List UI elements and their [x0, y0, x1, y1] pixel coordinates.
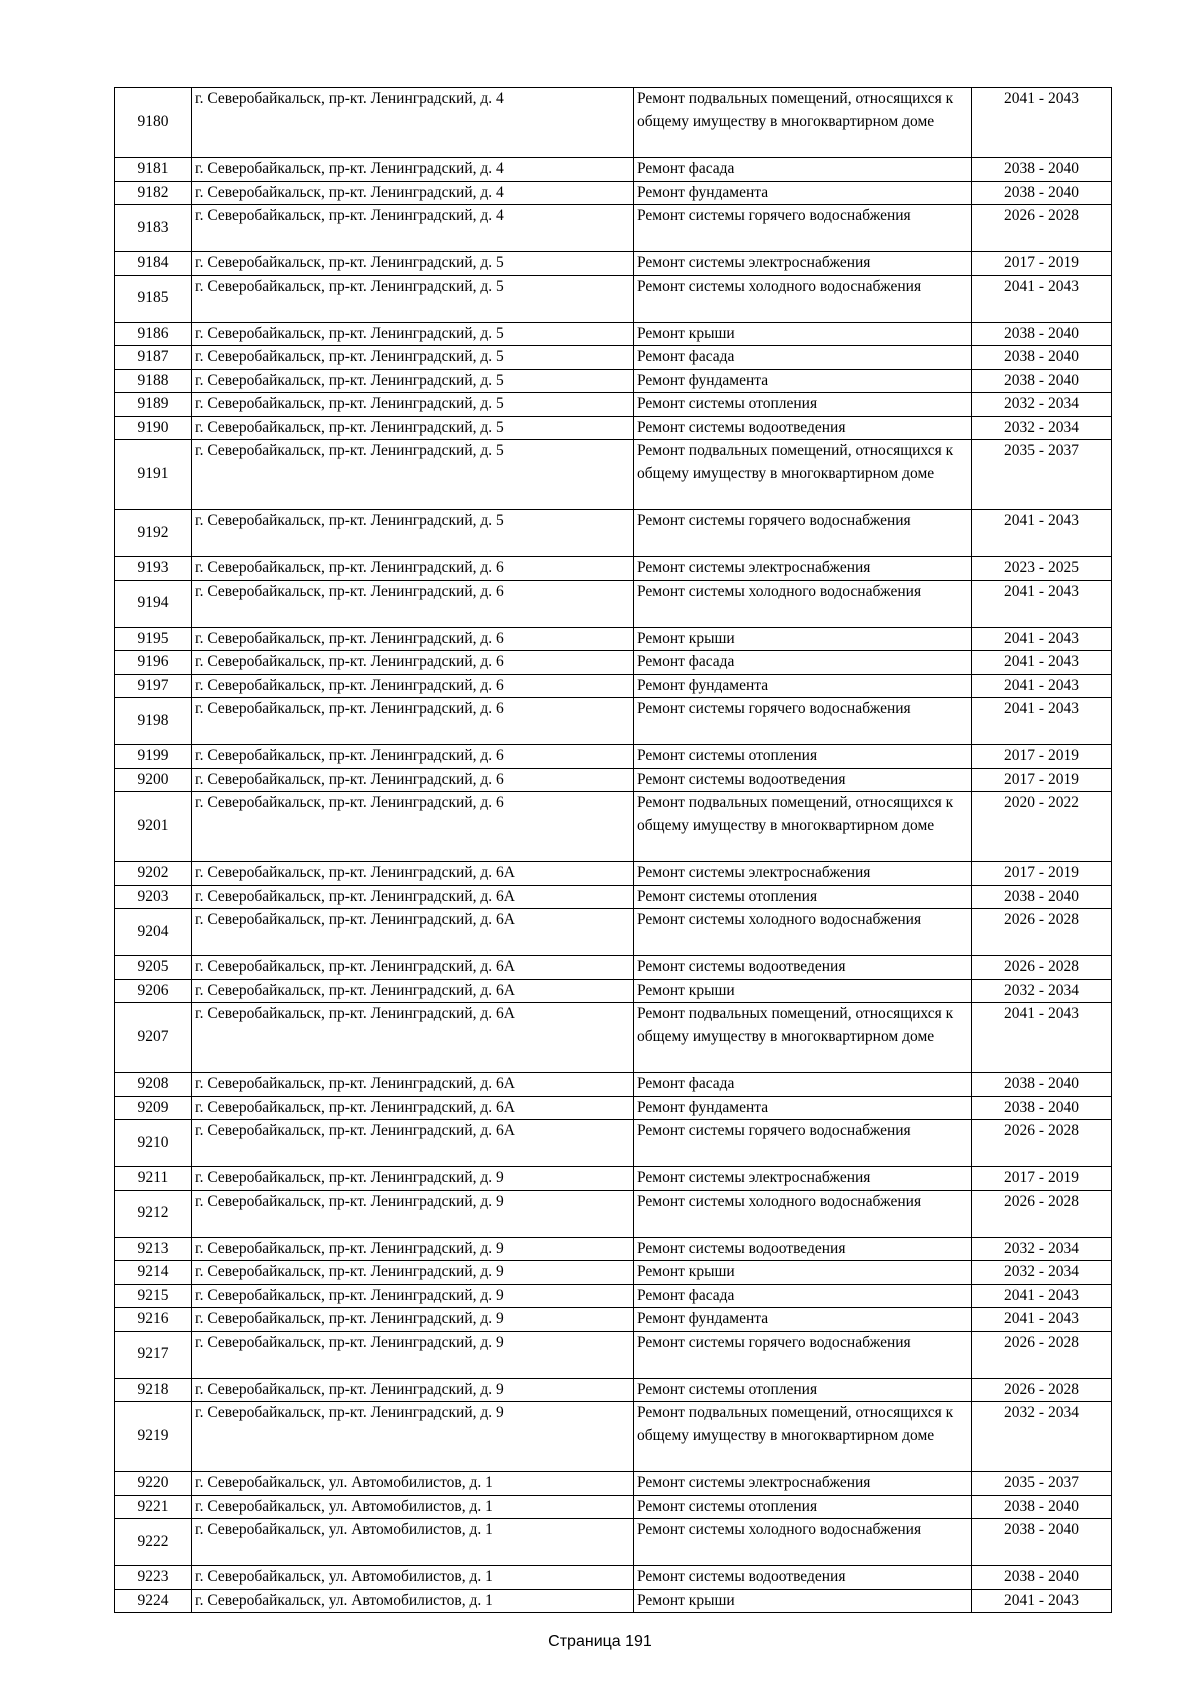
address-cell: г. Северобайкальск, пр-кт. Ленинградский, д. 9	[192, 1190, 634, 1237]
period-cell: 2041 - 2043	[972, 1589, 1112, 1613]
period-cell: 2038 - 2040	[972, 1073, 1112, 1097]
period-cell: 2026 - 2028	[972, 205, 1112, 252]
period-cell: 2038 - 2040	[972, 885, 1112, 909]
period-cell: 2017 - 2019	[972, 768, 1112, 792]
work-type-cell: Ремонт подвальных помещений, относящихся к общему имуществу в многоквартирном доме	[634, 88, 972, 158]
address-cell: г. Северобайкальск, пр-кт. Ленинградский, д. 5	[192, 275, 634, 322]
period-cell: 2041 - 2043	[972, 1284, 1112, 1308]
table-row	[115, 627, 1112, 651]
table-row	[115, 1261, 1112, 1285]
row-number-cell: 9217	[115, 1331, 192, 1378]
address-cell: г. Северобайкальск, пр-кт. Ленинградский, д. 9	[192, 1331, 634, 1378]
row-number-cell: 9199	[115, 745, 192, 769]
address-cell: г. Северобайкальск, ул. Автомобилистов, д. 1	[192, 1519, 634, 1566]
address-cell: г. Северобайкальск, пр-кт. Ленинградский, д. 6А	[192, 885, 634, 909]
address-cell: г. Северобайкальск, пр-кт. Ленинградский, д. 6А	[192, 1120, 634, 1167]
address-cell: г. Северобайкальск, пр-кт. Ленинградский, д. 6А	[192, 862, 634, 886]
row-number-cell: 9188	[115, 369, 192, 393]
work-type-cell: Ремонт системы отопления	[634, 393, 972, 417]
work-type-cell: Ремонт системы электроснабжения	[634, 1167, 972, 1191]
table-row	[115, 1308, 1112, 1332]
address-cell: г. Северобайкальск, пр-кт. Ленинградский, д. 5	[192, 510, 634, 557]
table-row	[115, 158, 1112, 182]
row-number-cell: 9181	[115, 158, 192, 182]
address-cell: г. Северобайкальск, пр-кт. Ленинградский, д. 5	[192, 369, 634, 393]
work-type-cell: Ремонт системы водоотведения	[634, 956, 972, 980]
table-row	[115, 1096, 1112, 1120]
address-cell: г. Северобайкальск, пр-кт. Ленинградский, д. 5	[192, 393, 634, 417]
table-row	[115, 369, 1112, 393]
row-number-cell: 9193	[115, 557, 192, 581]
row-number-cell: 9194	[115, 580, 192, 627]
period-cell: 2041 - 2043	[972, 275, 1112, 322]
table-row	[115, 440, 1112, 510]
period-cell: 2026 - 2028	[972, 1120, 1112, 1167]
row-number-cell: 9192	[115, 510, 192, 557]
address-cell: г. Северобайкальск, пр-кт. Ленинградский, д. 6А	[192, 1003, 634, 1073]
address-cell: г. Северобайкальск, пр-кт. Ленинградский, д. 4	[192, 158, 634, 182]
table-row	[115, 1167, 1112, 1191]
work-type-cell: Ремонт системы водоотведения	[634, 768, 972, 792]
table-row	[115, 674, 1112, 698]
work-type-cell: Ремонт фундамента	[634, 181, 972, 205]
table-row	[115, 252, 1112, 276]
table-row	[115, 1190, 1112, 1237]
address-cell: г. Северобайкальск, ул. Автомобилистов, д. 1	[192, 1472, 634, 1496]
table-row	[115, 862, 1112, 886]
table-row	[115, 1003, 1112, 1073]
period-cell: 2038 - 2040	[972, 1096, 1112, 1120]
page-number: Страница 191	[548, 1633, 652, 1650]
row-number-cell: 9222	[115, 1519, 192, 1566]
work-type-cell: Ремонт системы водоотведения	[634, 416, 972, 440]
row-number-cell: 9209	[115, 1096, 192, 1120]
address-cell: г. Северобайкальск, пр-кт. Ленинградский, д. 6А	[192, 1073, 634, 1097]
address-cell: г. Северобайкальск, пр-кт. Ленинградский, д. 6	[192, 674, 634, 698]
period-cell: 2041 - 2043	[972, 698, 1112, 745]
period-cell: 2035 - 2037	[972, 1472, 1112, 1496]
row-number-cell: 9219	[115, 1402, 192, 1472]
address-cell: г. Северобайкальск, пр-кт. Ленинградский, д. 6	[192, 768, 634, 792]
row-number-cell: 9184	[115, 252, 192, 276]
table-row	[115, 1120, 1112, 1167]
period-cell: 2041 - 2043	[972, 1003, 1112, 1073]
work-type-cell: Ремонт системы водоотведения	[634, 1566, 972, 1590]
period-cell: 2041 - 2043	[972, 88, 1112, 158]
table-row	[115, 1402, 1112, 1472]
period-cell: 2026 - 2028	[972, 1378, 1112, 1402]
work-type-cell: Ремонт фасада	[634, 1284, 972, 1308]
address-cell: г. Северобайкальск, пр-кт. Ленинградский, д. 6	[192, 580, 634, 627]
address-cell: г. Северобайкальск, ул. Автомобилистов, д. 1	[192, 1589, 634, 1613]
period-cell: 2032 - 2034	[972, 1402, 1112, 1472]
works-table	[114, 87, 1112, 1613]
work-type-cell: Ремонт фундамента	[634, 1308, 972, 1332]
address-cell: г. Северобайкальск, пр-кт. Ленинградский, д. 6	[192, 557, 634, 581]
address-cell: г. Северобайкальск, пр-кт. Ленинградский, д. 4	[192, 88, 634, 158]
address-cell: г. Северобайкальск, пр-кт. Ленинградский, д. 6	[192, 651, 634, 675]
address-cell: г. Северобайкальск, пр-кт. Ленинградский, д. 6	[192, 792, 634, 862]
table-row	[115, 979, 1112, 1003]
work-type-cell: Ремонт системы отопления	[634, 885, 972, 909]
period-cell: 2038 - 2040	[972, 322, 1112, 346]
period-cell: 2032 - 2034	[972, 1237, 1112, 1261]
work-type-cell: Ремонт фасада	[634, 346, 972, 370]
table-row	[115, 651, 1112, 675]
work-type-cell: Ремонт системы горячего водоснабжения	[634, 1331, 972, 1378]
period-cell: 2026 - 2028	[972, 1190, 1112, 1237]
period-cell: 2041 - 2043	[972, 674, 1112, 698]
period-cell: 2023 - 2025	[972, 557, 1112, 581]
period-cell: 2038 - 2040	[972, 369, 1112, 393]
period-cell: 2041 - 2043	[972, 510, 1112, 557]
table-row	[115, 956, 1112, 980]
table-row	[115, 768, 1112, 792]
work-type-cell: Ремонт фасада	[634, 158, 972, 182]
address-cell: г. Северобайкальск, пр-кт. Ленинградский, д. 9	[192, 1284, 634, 1308]
work-type-cell: Ремонт системы холодного водоснабжения	[634, 1519, 972, 1566]
table-row	[115, 1378, 1112, 1402]
address-cell: г. Северобайкальск, ул. Автомобилистов, д. 1	[192, 1495, 634, 1519]
period-cell: 2032 - 2034	[972, 1261, 1112, 1285]
period-cell: 2041 - 2043	[972, 580, 1112, 627]
period-cell: 2038 - 2040	[972, 1519, 1112, 1566]
row-number-cell: 9224	[115, 1589, 192, 1613]
work-type-cell: Ремонт системы электроснабжения	[634, 1472, 972, 1496]
work-type-cell: Ремонт системы отопления	[634, 745, 972, 769]
table-row	[115, 909, 1112, 956]
work-type-cell: Ремонт фундамента	[634, 369, 972, 393]
work-type-cell: Ремонт системы горячего водоснабжения	[634, 510, 972, 557]
period-cell: 2026 - 2028	[972, 909, 1112, 956]
work-type-cell: Ремонт фасада	[634, 1073, 972, 1097]
period-cell: 2038 - 2040	[972, 1495, 1112, 1519]
row-number-cell: 9198	[115, 698, 192, 745]
period-cell: 2038 - 2040	[972, 1566, 1112, 1590]
row-number-cell: 9203	[115, 885, 192, 909]
address-cell: г. Северобайкальск, ул. Автомобилистов, д. 1	[192, 1566, 634, 1590]
period-cell: 2041 - 2043	[972, 627, 1112, 651]
work-type-cell: Ремонт фасада	[634, 651, 972, 675]
work-type-cell: Ремонт подвальных помещений, относящихся к общему имуществу в многоквартирном доме	[634, 440, 972, 510]
row-number-cell: 9195	[115, 627, 192, 651]
address-cell: г. Северобайкальск, пр-кт. Ленинградский, д. 9	[192, 1237, 634, 1261]
work-type-cell: Ремонт системы водоотведения	[634, 1237, 972, 1261]
work-type-cell: Ремонт подвальных помещений, относящихся к общему имуществу в многоквартирном доме	[634, 1003, 972, 1073]
address-cell: г. Северобайкальск, пр-кт. Ленинградский, д. 9	[192, 1378, 634, 1402]
row-number-cell: 9223	[115, 1566, 192, 1590]
address-cell: г. Северобайкальск, пр-кт. Ленинградский, д. 9	[192, 1308, 634, 1332]
row-number-cell: 9190	[115, 416, 192, 440]
row-number-cell: 9220	[115, 1472, 192, 1496]
table-row	[115, 1589, 1112, 1613]
work-type-cell: Ремонт крыши	[634, 1589, 972, 1613]
table-row	[115, 88, 1112, 158]
work-type-cell: Ремонт системы горячего водоснабжения	[634, 698, 972, 745]
address-cell: г. Северобайкальск, пр-кт. Ленинградский, д. 6	[192, 745, 634, 769]
table-row	[115, 510, 1112, 557]
row-number-cell: 9205	[115, 956, 192, 980]
work-type-cell: Ремонт системы горячего водоснабжения	[634, 1120, 972, 1167]
period-cell: 2038 - 2040	[972, 346, 1112, 370]
work-type-cell: Ремонт подвальных помещений, относящихся к общему имуществу в многоквартирном доме	[634, 792, 972, 862]
table-row	[115, 698, 1112, 745]
period-cell: 2017 - 2019	[972, 862, 1112, 886]
work-type-cell: Ремонт системы отопления	[634, 1495, 972, 1519]
table-row	[115, 1472, 1112, 1496]
table-row	[115, 1073, 1112, 1097]
row-number-cell: 9180	[115, 88, 192, 158]
work-type-cell: Ремонт крыши	[634, 1261, 972, 1285]
row-number-cell: 9196	[115, 651, 192, 675]
table-row	[115, 416, 1112, 440]
work-type-cell: Ремонт фундамента	[634, 1096, 972, 1120]
work-type-cell: Ремонт крыши	[634, 627, 972, 651]
address-cell: г. Северобайкальск, пр-кт. Ленинградский, д. 6А	[192, 956, 634, 980]
period-cell: 2017 - 2019	[972, 1167, 1112, 1191]
table-row	[115, 557, 1112, 581]
row-number-cell: 9221	[115, 1495, 192, 1519]
work-type-cell: Ремонт системы электроснабжения	[634, 862, 972, 886]
work-type-cell: Ремонт подвальных помещений, относящихся к общему имуществу в многоквартирном доме	[634, 1402, 972, 1472]
work-type-cell: Ремонт системы холодного водоснабжения	[634, 1190, 972, 1237]
row-number-cell: 9212	[115, 1190, 192, 1237]
table-row	[115, 1566, 1112, 1590]
row-number-cell: 9191	[115, 440, 192, 510]
period-cell: 2032 - 2034	[972, 393, 1112, 417]
table-row	[115, 1519, 1112, 1566]
row-number-cell: 9211	[115, 1167, 192, 1191]
table-row	[115, 322, 1112, 346]
address-cell: г. Северобайкальск, пр-кт. Ленинградский, д. 5	[192, 252, 634, 276]
period-cell: 2032 - 2034	[972, 416, 1112, 440]
work-type-cell: Ремонт крыши	[634, 979, 972, 1003]
table-row	[115, 1284, 1112, 1308]
row-number-cell: 9200	[115, 768, 192, 792]
row-number-cell: 9197	[115, 674, 192, 698]
table-row	[115, 181, 1112, 205]
address-cell: г. Северобайкальск, пр-кт. Ленинградский, д. 5	[192, 322, 634, 346]
period-cell: 2020 - 2022	[972, 792, 1112, 862]
address-cell: г. Северобайкальск, пр-кт. Ленинградский, д. 5	[192, 416, 634, 440]
period-cell: 2038 - 2040	[972, 181, 1112, 205]
work-type-cell: Ремонт системы электроснабжения	[634, 252, 972, 276]
row-number-cell: 9182	[115, 181, 192, 205]
row-number-cell: 9208	[115, 1073, 192, 1097]
row-number-cell: 9218	[115, 1378, 192, 1402]
work-type-cell: Ремонт крыши	[634, 322, 972, 346]
work-type-cell: Ремонт системы холодного водоснабжения	[634, 580, 972, 627]
address-cell: г. Северобайкальск, пр-кт. Ленинградский, д. 9	[192, 1167, 634, 1191]
address-cell: г. Северобайкальск, пр-кт. Ленинградский, д. 5	[192, 346, 634, 370]
row-number-cell: 9183	[115, 205, 192, 252]
row-number-cell: 9216	[115, 1308, 192, 1332]
row-number-cell: 9210	[115, 1120, 192, 1167]
row-number-cell: 9187	[115, 346, 192, 370]
table-row	[115, 346, 1112, 370]
period-cell: 2032 - 2034	[972, 979, 1112, 1003]
row-number-cell: 9186	[115, 322, 192, 346]
period-cell: 2041 - 2043	[972, 1308, 1112, 1332]
address-cell: г. Северобайкальск, пр-кт. Ленинградский, д. 6А	[192, 979, 634, 1003]
period-cell: 2026 - 2028	[972, 1331, 1112, 1378]
row-number-cell: 9213	[115, 1237, 192, 1261]
works-table-body	[115, 88, 1112, 1613]
table-row	[115, 393, 1112, 417]
row-number-cell: 9189	[115, 393, 192, 417]
row-number-cell: 9185	[115, 275, 192, 322]
address-cell: г. Северобайкальск, пр-кт. Ленинградский, д. 9	[192, 1402, 634, 1472]
address-cell: г. Северобайкальск, пр-кт. Ленинградский, д. 9	[192, 1261, 634, 1285]
work-type-cell: Ремонт системы электроснабжения	[634, 557, 972, 581]
work-type-cell: Ремонт системы холодного водоснабжения	[634, 275, 972, 322]
row-number-cell: 9207	[115, 1003, 192, 1073]
address-cell: г. Северобайкальск, пр-кт. Ленинградский, д. 4	[192, 205, 634, 252]
address-cell: г. Северобайкальск, пр-кт. Ленинградский, д. 6	[192, 627, 634, 651]
address-cell: г. Северобайкальск, пр-кт. Ленинградский, д. 4	[192, 181, 634, 205]
period-cell: 2035 - 2037	[972, 440, 1112, 510]
work-type-cell: Ремонт системы горячего водоснабжения	[634, 205, 972, 252]
address-cell: г. Северобайкальск, пр-кт. Ленинградский, д. 6	[192, 698, 634, 745]
period-cell: 2017 - 2019	[972, 745, 1112, 769]
table-row	[115, 205, 1112, 252]
table-row	[115, 885, 1112, 909]
period-cell: 2041 - 2043	[972, 651, 1112, 675]
work-type-cell: Ремонт фундамента	[634, 674, 972, 698]
table-row	[115, 580, 1112, 627]
row-number-cell: 9201	[115, 792, 192, 862]
address-cell: г. Северобайкальск, пр-кт. Ленинградский, д. 5	[192, 440, 634, 510]
row-number-cell: 9214	[115, 1261, 192, 1285]
work-type-cell: Ремонт системы отопления	[634, 1378, 972, 1402]
table-row	[115, 1237, 1112, 1261]
table-row	[115, 1331, 1112, 1378]
row-number-cell: 9204	[115, 909, 192, 956]
table-row	[115, 1495, 1112, 1519]
period-cell: 2017 - 2019	[972, 252, 1112, 276]
period-cell: 2026 - 2028	[972, 956, 1112, 980]
work-type-cell: Ремонт системы холодного водоснабжения	[634, 909, 972, 956]
table-row	[115, 792, 1112, 862]
table-row	[115, 275, 1112, 322]
period-cell: 2038 - 2040	[972, 158, 1112, 182]
address-cell: г. Северобайкальск, пр-кт. Ленинградский, д. 6А	[192, 909, 634, 956]
table-row	[115, 745, 1112, 769]
row-number-cell: 9215	[115, 1284, 192, 1308]
address-cell: г. Северобайкальск, пр-кт. Ленинградский, д. 6А	[192, 1096, 634, 1120]
row-number-cell: 9202	[115, 862, 192, 886]
row-number-cell: 9206	[115, 979, 192, 1003]
